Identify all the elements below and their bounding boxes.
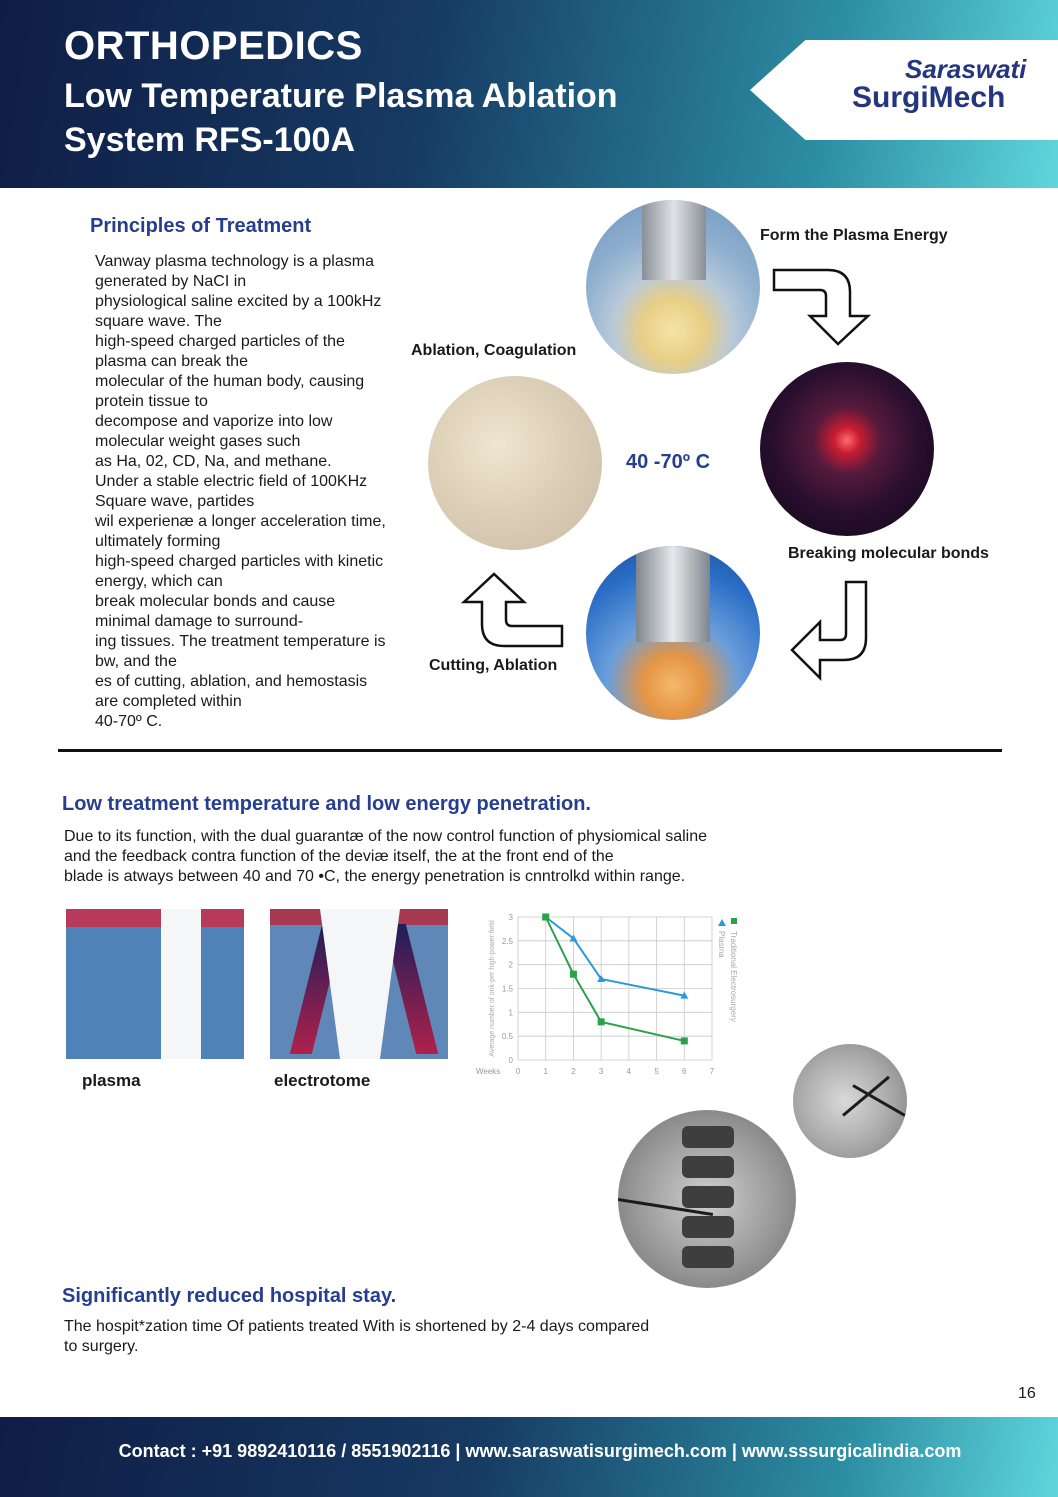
xray-image-small [793,1044,907,1158]
logo-text-saraswati: Saraswati [905,54,1027,84]
vertebra [682,1156,734,1178]
x-tick-label: 6 [682,1067,687,1076]
x-tick-label: 1 [543,1067,548,1076]
legend-entry: Plasma [717,931,726,958]
label-breaking-bonds: Breaking molecular bonds [788,545,989,562]
data-point [542,914,549,921]
hospital-heading: Significantly reduced hospital stay. [62,1285,397,1307]
arrow-left-up-icon [460,570,566,650]
principles-body [95,252,430,732]
x-tick-label: 0 [515,1067,521,1076]
y-tick-label: 1.5 [501,984,513,994]
low-temp-body [64,827,824,887]
data-point [598,1018,605,1025]
principles-line: generated by NaCI in [95,273,247,290]
principles-line: physiological saline excited by a 100kHz [95,293,382,310]
principles-line: ing tissues. The treatment temperature is [95,633,386,650]
page-number: 16 [1018,1385,1036,1402]
x-axis-label: Weeks [476,1067,501,1076]
principles-line: molecular weight gases such [95,433,301,450]
y-tick-label: 2 [508,960,513,970]
label-form-plasma: Form the Plasma Energy [760,227,948,244]
logo-text-surgimech: SurgiMech [852,81,1006,114]
principles-line: molecular of the human body, causing [95,373,365,390]
cutting-ablation-photo [586,546,760,720]
principles-line: are completed within [95,693,242,710]
plasma-label: plasma [82,1071,141,1090]
principles-line: ultimately forming [95,533,221,550]
x-tick-label: 5 [654,1067,659,1076]
series-line [546,917,685,1041]
electrotome-label: electrotome [274,1071,371,1090]
data-point [570,971,577,978]
hospital-line: to surgery. [64,1338,139,1355]
footer-contact: Contact : +91 9892410116 / 8551902116 | www.saraswatisurgimech.com | www.sssurgicalindia.com [118,1441,962,1461]
vertebra [682,1126,734,1148]
principles-line: protein tissue to [95,393,208,410]
y-tick-label: 0.5 [501,1032,513,1042]
principles-line: plasma can break the [95,353,248,370]
plasma-micrograph [66,909,244,1059]
data-point [681,1037,688,1044]
incision [161,909,201,1059]
footer-banner [0,1417,1058,1497]
legend-entry: Traditional Electrosurgery [729,931,738,1022]
legend-marker [731,918,737,924]
principles-line: square wave. The [95,313,222,330]
arrow-right-down-icon [770,266,878,348]
principles-heading: Principles of Treatment [90,215,312,237]
section-divider [58,749,1002,752]
electrotome-micrograph [270,909,448,1059]
x-tick-label: 2 [571,1067,576,1076]
tissue-photo [428,376,602,550]
tissue-edge [66,909,244,927]
principles-line: es of cutting, ablation, and hemostasis [95,673,368,690]
principles-line: as Ha, 02, CD, Na, and methane. [95,453,332,470]
principles-line: Under a stable electric field of 100KHz [95,473,368,490]
principles-line: high-speed charged particles of the [95,333,345,350]
low-temp-line: and the feedback contra function of the deviæ itself, the at the front end of the [64,848,614,865]
comparison-line-chart [470,905,770,1085]
y-tick-label: 3 [508,913,513,922]
x-tick-label: 3 [598,1067,604,1076]
plasma-energy-photo [586,200,760,374]
vertebra [682,1246,734,1268]
probe-tip [636,546,710,642]
principles-line: Vanway plasma technology is a plasma [95,253,374,270]
principles-line: Square wave, partides [95,493,255,510]
y-tick-label: 0 [508,1056,513,1065]
principles-line: minimal damage to surround- [95,613,304,630]
legend-marker [718,919,726,926]
series-line [546,917,685,996]
hospital-line: The hospit*zation time Of patients treated With is shortened by 2-4 days compared [64,1318,650,1335]
low-temp-line: blade is atways between 40 and 70 •C, the energy penetration is cnntrolkd within range. [64,868,686,885]
xray-image-spine [618,1110,796,1288]
page-title: ORTHOPEDICS [64,24,363,68]
plasma-ball-photo [760,362,934,536]
hospital-body [64,1317,784,1357]
incision [320,909,400,1059]
principles-line: 40-70º C. [95,713,163,730]
principles-line: wil experienæ a longer acceleration time, [95,513,386,530]
principles-line: decompose and vaporize into low [95,413,333,430]
principles-line: energy, which can [95,573,223,590]
y-tick-label: 1 [508,1008,513,1018]
principles-line: bw, and the [95,653,177,670]
label-ablation-coagulation: Ablation, Coagulation [411,342,577,359]
arrow-down-left-icon [790,578,872,682]
vertebra [682,1186,734,1208]
principles-line: break molecular bonds and cause [95,593,336,610]
probe-tip [642,200,706,280]
page-subtitle: Low Temperature Plasma Ablation System RFS-100A [64,77,618,159]
principles-line: high-speed charged particles with kinetic [95,553,384,570]
y-axis-label: Average number of onk-per high-power field [489,920,496,1057]
needle-instrument [842,1076,890,1117]
x-tick-label: 7 [709,1067,715,1076]
x-tick-label: 4 [626,1067,632,1076]
low-temp-line: Due to its function, with the dual guarantæ of the now control function of physiomical saline [64,828,708,845]
label-cutting-ablation: Cutting, Ablation [429,657,558,674]
y-tick-label: 2.5 [501,936,513,946]
vertebra [682,1216,734,1238]
low-temp-heading: Low treatment temperature and low energy penetration. [62,793,591,815]
label-temperature: 40 -70º C [626,451,711,473]
